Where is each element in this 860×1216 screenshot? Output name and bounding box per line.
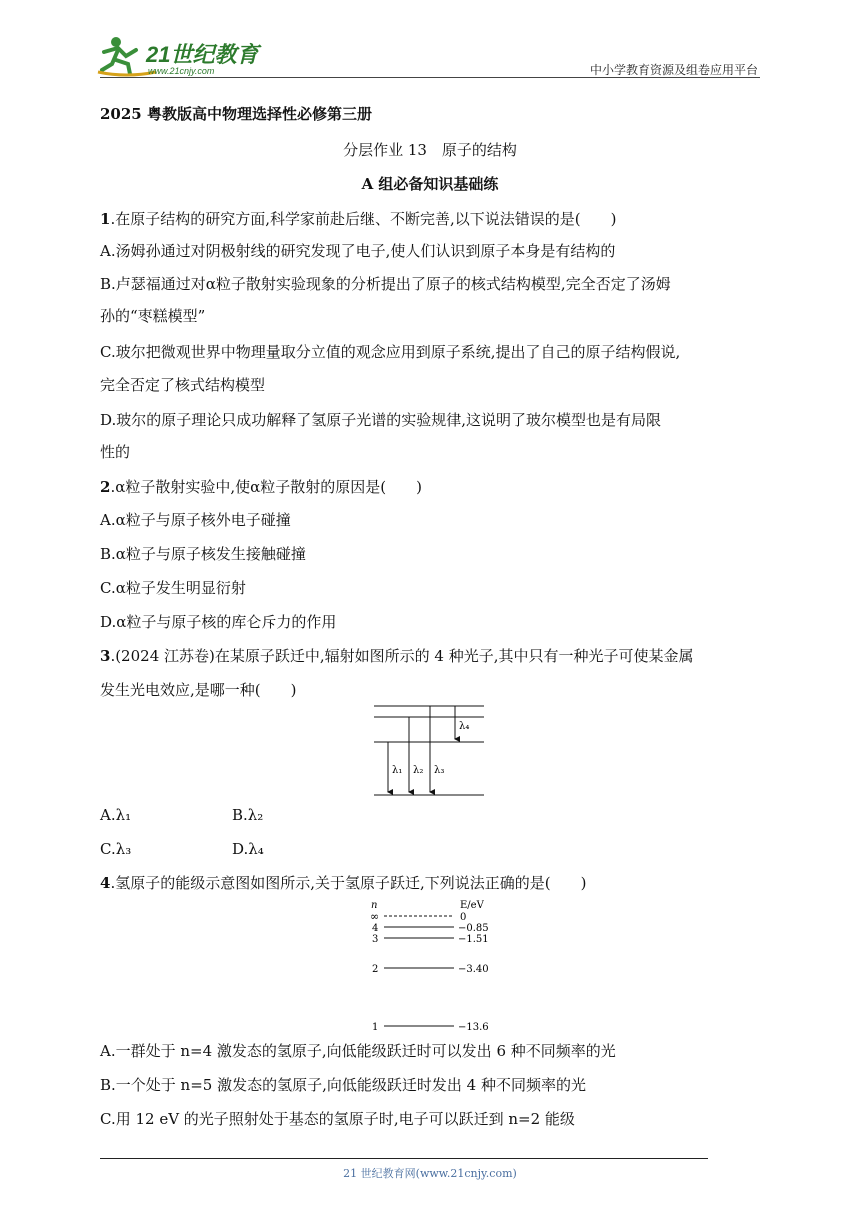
level-n-4: 4: [372, 923, 379, 934]
book-title: 2025 粤教版高中物理选择性必修第三册: [100, 105, 372, 123]
header-divider: [100, 77, 760, 78]
q3-transition-figure: [370, 703, 490, 801]
q1-stem-text: .在原子结构的研究方面,科学家前赴后继、不断完善,以下说法错误的是( ): [110, 210, 617, 228]
q2-option-c: C.α粒子发生明显衍射: [100, 579, 246, 597]
level-e-1: −13.6: [458, 1022, 489, 1033]
q3-stem-text: .(2024 江苏卷)在某原子跃迁中,辐射如图所示的 4 种光子,其中只有一种光子可使某金属: [110, 647, 694, 665]
level-e-4: −0.85: [458, 923, 489, 934]
q1-option-d-line1: D.玻尔的原子理论只成功解释了氢原子光谱的实验规律,这说明了玻尔模型也是有局限: [100, 411, 662, 429]
label-lambda3: λ₃: [434, 765, 445, 776]
q1-option-c-line1: C.玻尔把微观世界中物理量取分立值的观念应用到原子系统,提出了自己的原子结构假说,: [100, 343, 681, 361]
q3-option-a: A.λ₁: [100, 806, 132, 824]
logo-url: www.21cnjy.com: [148, 66, 215, 76]
q4-option-b: B.一个处于 n=5 激发态的氢原子,向低能级跃迁时发出 4 种不同频率的光: [100, 1076, 586, 1094]
platform-name: 中小学教育资源及组卷应用平台: [589, 63, 758, 77]
assignment-title: 分层作业 13 原子的结构: [343, 141, 517, 159]
q1-option-b-line2: 孙的“枣糕模型”: [100, 307, 206, 325]
level-n-1: 1: [372, 1022, 379, 1033]
level-e-3: −1.51: [458, 934, 489, 945]
q1-option-d-line2: 性的: [100, 443, 131, 461]
q2-option-a: A.α粒子与原子核外电子碰撞: [100, 511, 291, 529]
q2-number: 2: [100, 478, 111, 496]
q4-option-c: C.用 12 eV 的光子照射处于基态的氢原子时,电子可以跃迁到 n=2 能级: [100, 1110, 575, 1128]
q1-number: 1: [100, 210, 111, 228]
q4-option-a: A.一群处于 n=4 激发态的氢原子,向低能级跃迁时可以发出 6 种不同频率的光: [100, 1042, 616, 1060]
q3-stem-line1: [100, 646, 770, 666]
label-lambda2: λ₂: [413, 765, 424, 776]
footer-divider: [100, 1158, 708, 1159]
q2-option-b: B.α粒子与原子核发生接触碰撞: [100, 545, 306, 563]
q1-option-c-line2: 完全否定了核式结构模型: [100, 376, 266, 394]
label-lambda4: λ₄: [459, 721, 470, 732]
q1-stem: [100, 209, 770, 229]
q1-option-b-line1: B.卢瑟福通过对α粒子散射实验现象的分析提出了原子的核式结构模型,完全否定了汤姆: [100, 275, 671, 293]
e-header: E/eV: [460, 900, 484, 911]
q3-number: 3: [100, 647, 111, 665]
q2-stem-text: .α粒子散射实验中,使α粒子散射的原因是( ): [110, 478, 422, 496]
group-title: A 组必备知识基础练: [361, 175, 499, 193]
level-n-3: 3: [372, 934, 379, 945]
n-header: n: [371, 900, 378, 911]
q4-stem: [100, 873, 770, 893]
level-n-2: 2: [372, 964, 379, 975]
q2-option-d: D.α粒子与原子核的库仑斥力的作用: [100, 613, 337, 631]
q4-stem-text: .氢原子的能级示意图如图所示,关于氢原子跃迁,下列说法正确的是( ): [110, 874, 587, 892]
q3-option-c: C.λ₃: [100, 840, 132, 858]
label-lambda1: λ₁: [392, 765, 403, 776]
q4-energy-level-diagram: [368, 896, 508, 1036]
q3-option-d: D.λ₄: [232, 840, 264, 858]
site-logo: [96, 34, 266, 78]
q4-number: 4: [100, 874, 111, 892]
level-e-2: −3.40: [458, 964, 489, 975]
q2-stem: [100, 477, 770, 497]
q1-option-a: A.汤姆孙通过对阴极射线的研究发现了电子,使人们认识到原子本身是有结构的: [100, 242, 616, 260]
q3-option-b: B.λ₂: [232, 806, 264, 824]
logo-text: 21世纪教育: [146, 42, 259, 67]
level-e-inf: 0: [460, 912, 467, 923]
footer-link[interactable]: 21 世纪教育网(www.21cnjy.com): [343, 1167, 517, 1180]
level-n-inf: ∞: [370, 910, 380, 923]
q3-stem-line2: 发生光电效应,是哪一种( ): [100, 681, 297, 699]
